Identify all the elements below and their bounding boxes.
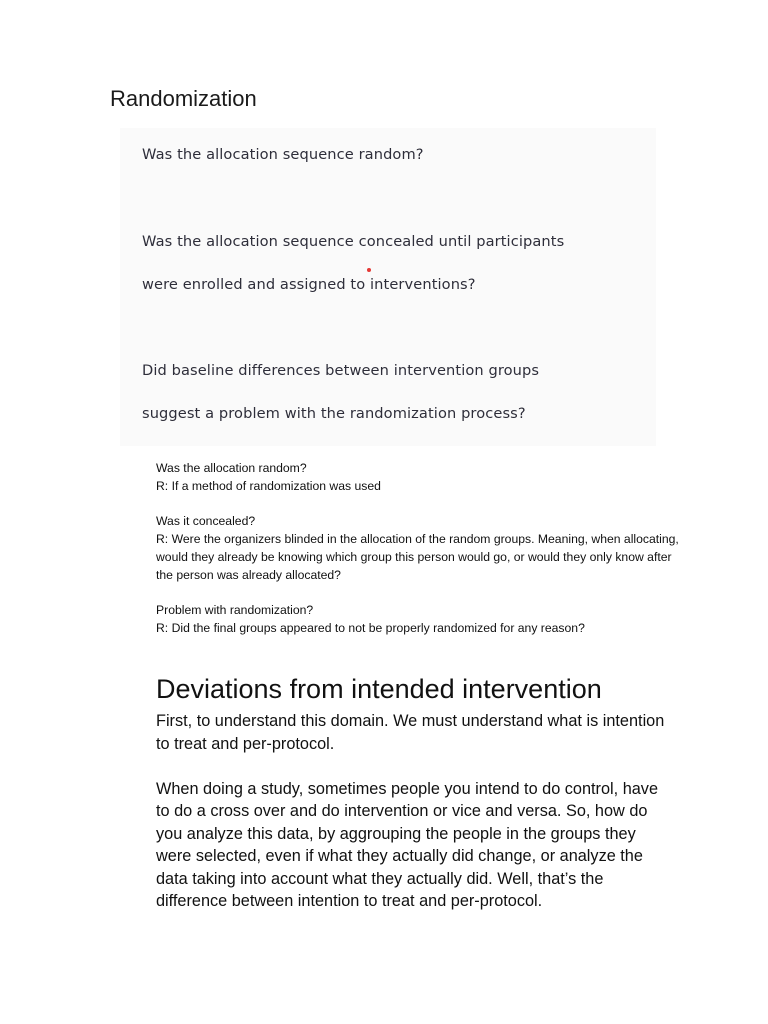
note-item [156, 602, 686, 638]
note-answer: R: Did the final groups appeared to not be properly randomized for any reason? [156, 621, 585, 636]
slide-line: Was the allocation sequence random? [142, 146, 424, 163]
note-answer: R: If a method of randomization was used [156, 478, 381, 493]
slide-question-3 [142, 349, 539, 435]
slide-question-2 [142, 220, 564, 306]
notes-block [156, 460, 686, 656]
note-item [156, 513, 686, 584]
note-question: Was it concealed? [156, 514, 256, 529]
laser-pointer-dot [367, 268, 371, 272]
slide-line: were enrolled and assigned to interventions? [142, 276, 476, 293]
body-paragraph: When doing a study, sometimes people you intend to do control, have to do a cross over and do intervention or vice and versa. So, how do you analyze this data, by aggrouping the people in the groups they were selected, even if what they actually did change, or analyze the data taking into account what they actually did. Well, that’s the difference between intention to treat and per-protocol. [156, 779, 659, 910]
section-title-deviations: Deviations from intended intervention [156, 674, 602, 704]
slide-question-1 [142, 133, 424, 176]
note-item [156, 460, 686, 496]
deviations-body [156, 710, 666, 935]
slide-line: Did baseline differences between intervention groups [142, 362, 540, 379]
slide-image [120, 128, 656, 446]
slide-line: suggest a problem with the randomization process? [142, 405, 526, 422]
note-answer: R: Were the organizers blinded in the allocation of the random groups. Meaning, when allocating, would they already be knowing which group this person would go, or would they only know after the person was already allocated? [156, 532, 679, 582]
body-paragraph: First, to understand this domain. We must understand what is intention to treat and per-protocol. [156, 712, 665, 753]
note-question: Problem with randomization? [156, 603, 314, 618]
note-question: Was the allocation random? [156, 461, 307, 475]
slide-line: Was the allocation sequence concealed until participants [142, 233, 565, 250]
section-title-randomization: Randomization [110, 86, 257, 111]
